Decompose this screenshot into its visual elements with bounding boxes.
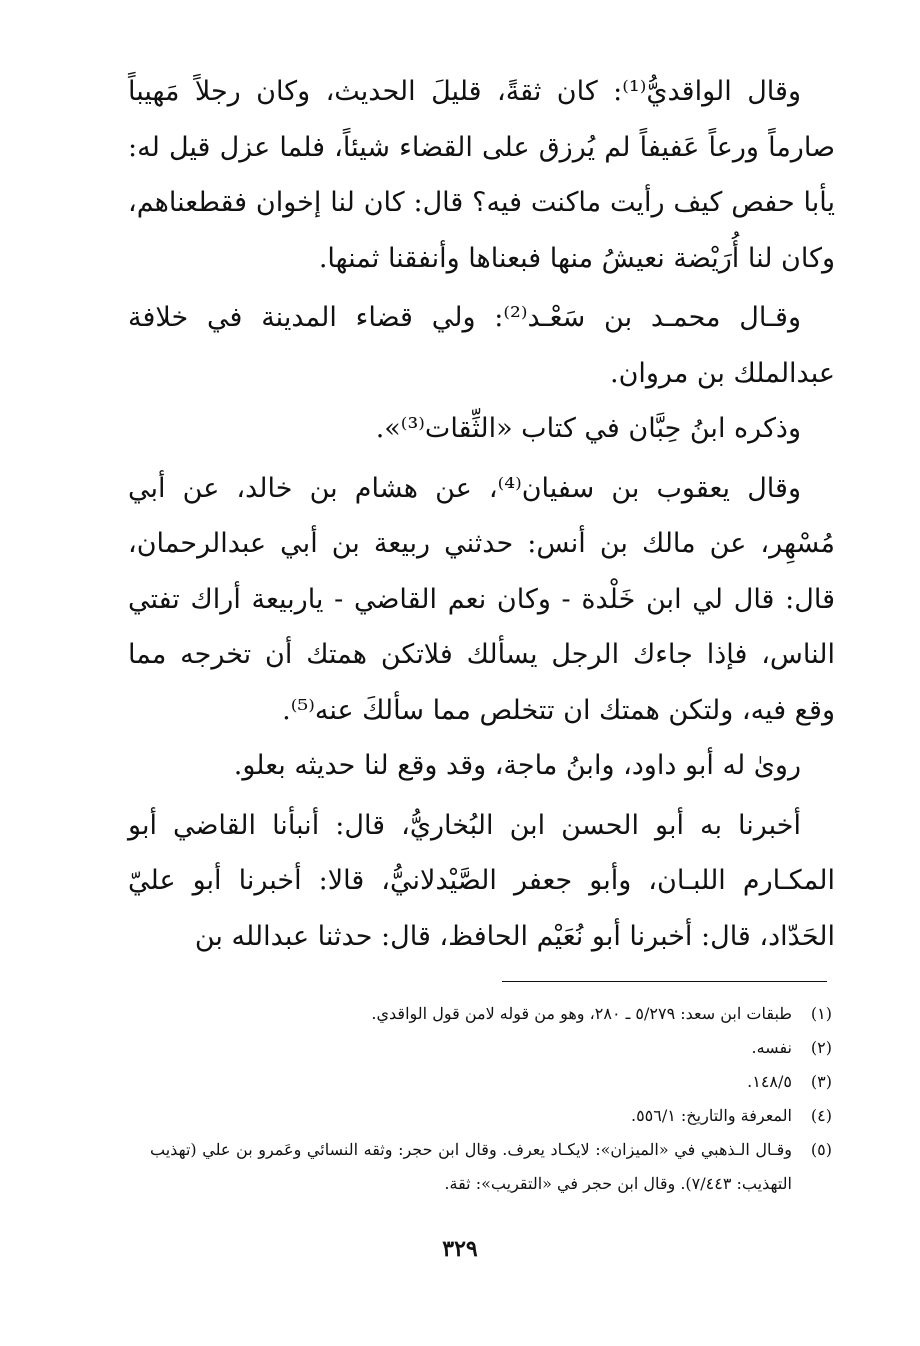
paragraph-riwaya: روىٰ له أبو داود، وابنُ ماجة، وقد وقع لنا حديثه بعلو.	[233, 750, 801, 781]
paragraph-isnad: أخبرنا به أبو الحسن ابن البُخاريُّ، قال: أنبأنا القاضي أبو المكـارم اللبـان، وأبو جعفر الصَّيْدلانيُّ، قالا: أخبرنا أبو عليّ الحَدّاد، قال: أخبرنا أبو نُعَيْم الحافظ، قال: حدثنا عبدالله بن	[128, 809, 835, 952]
footnote-text: ١٤٨/٥.	[747, 1072, 792, 1091]
footnote-text: طبقات ابن سعد: ٥/٢٧٩ ـ ٢٨٠، وهو من قوله لامن قول الواقدي.	[371, 1004, 792, 1023]
footnote-item	[150, 1065, 832, 1099]
footnote-text: نفسه.	[751, 1038, 792, 1057]
page-number: ٣٢٩	[442, 1236, 478, 1262]
footnote-item	[150, 1099, 832, 1133]
paragraph-waqidi: وقال الواقديُّ⁽¹⁾: كان ثقةً، قليلَ الحديث، وكان رجلاً مَهيباً صارماً ورعاً عَفيفاً لم يُرزق على القضاء شيئاً، فلما عزل قيل له: يأبا حفص كيف رأيت ماكنت فيه؟ قال: كان لنا إخوان فقطعناهم، وكان لنا أُرَيْضة نعيشُ منها فبعناها وأنفقنا ثمنها.	[128, 76, 835, 274]
footnote-separator	[502, 981, 827, 982]
footnote-item	[150, 997, 832, 1031]
footnote-item	[150, 1031, 832, 1065]
paragraph-yaqub: وقال يعقوب بن سفيان⁽⁴⁾، عن هشام بن خالد، عن أبي مُسْهِر، عن مالك بن أنس: حدثني ربيعة بن أبي عبدالرحمان، قال: قال لي ابن خَلْدة - وكان نعم القاضي - ياربيعة أراك تفتي الناس، فإذا جاءك الرجل يسألك فلاتكن همتك أن تخرجه مما وقع فيه، ولتكن همتك ان تتخلص مما سألكَ عنه⁽⁵⁾.	[128, 472, 835, 726]
footnote-text: وقـال الـذهبي في «الميزان»: لايكـاد يعرف. وقال ابن حجر: وثقه النسائي وعَمرو بن علي (تهذيب التهذيب: ٧/٤٤٣). وقال ابن حجر في «التقريب»: ثقة.	[150, 1140, 792, 1193]
footnote-number: (٣)	[810, 1072, 832, 1091]
footnote-text: المعرفة والتاريخ: ٥٥٦/١.	[630, 1106, 792, 1125]
footnote-number: (٢)	[810, 1038, 832, 1057]
footnote-item	[150, 1133, 832, 1201]
paragraph-ibn-saad: وقـال محمـد بن سَعْـد⁽²⁾: ولي قضاء المدينة في خلافة عبدالملك بن مروان.	[128, 302, 835, 389]
footnote-number: (٤)	[810, 1106, 832, 1125]
paragraph-ibn-hibban: وذكره ابنُ حِبَّان في كتاب «الثِّقات⁽³⁾».	[375, 413, 801, 444]
footnote-number: (١)	[810, 1004, 832, 1023]
footnote-number: (٥)	[810, 1140, 832, 1159]
footnotes	[150, 997, 832, 1201]
main-text	[128, 64, 835, 964]
